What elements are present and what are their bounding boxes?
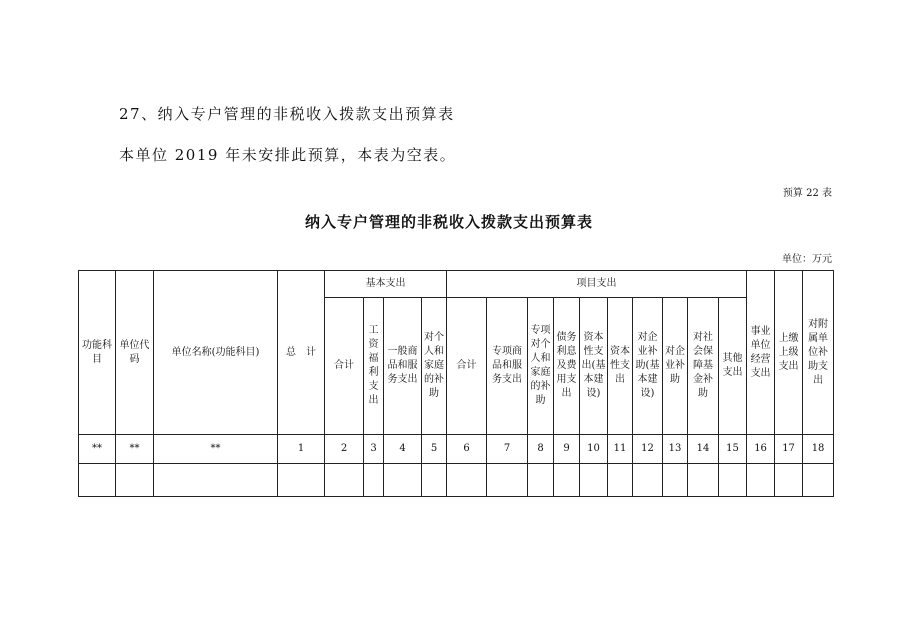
header-personal-subsidy: 对个人和家庭的补助	[422, 298, 447, 435]
header-business-expense: 事业单位经营支出	[747, 271, 775, 435]
empty-cell	[154, 464, 278, 497]
section-heading: 27、纳入专户管理的非税收入拨款支出预算表	[119, 105, 455, 123]
index-cell: 6	[447, 435, 487, 464]
index-cell: 11	[608, 435, 633, 464]
index-cell: 10	[580, 435, 608, 464]
index-cell: 4	[384, 435, 422, 464]
empty-cell	[116, 464, 154, 497]
index-cell: 14	[688, 435, 719, 464]
index-cell: 16	[747, 435, 775, 464]
header-unit-name: 单位名称(功能科目)	[154, 271, 278, 435]
header-capital-construction: 资本性支出(基本建设)	[580, 298, 608, 435]
form-number: 预算 22 表	[782, 188, 832, 199]
header-capital: 资本性支出	[608, 298, 633, 435]
header-other: 其他支出	[719, 298, 747, 435]
header-func-subject: 功能科目	[79, 271, 116, 435]
empty-cell	[364, 464, 384, 497]
empty-cell	[580, 464, 608, 497]
empty-cell	[688, 464, 719, 497]
header-basic-group: 基本支出	[325, 271, 447, 298]
empty-data-row	[79, 464, 834, 497]
index-cell: 7	[487, 435, 528, 464]
empty-table-note: 本单位 2019 年未安排此预算，本表为空表。	[119, 146, 457, 164]
index-cell: **	[116, 435, 154, 464]
header-debt-interest: 债务利息及费用支出	[554, 298, 580, 435]
index-cell: 13	[663, 435, 688, 464]
index-cell: 9	[554, 435, 580, 464]
header-enterprise-construction: 对企业补助(基本建设)	[633, 298, 663, 435]
header-special-goods: 专项商品和服务支出	[487, 298, 528, 435]
index-cell: 3	[364, 435, 384, 464]
empty-cell	[608, 464, 633, 497]
header-subsidiary-subsidy: 对附属单位补助支出	[803, 271, 834, 435]
empty-cell	[528, 464, 554, 497]
unit-label: 单位：万元	[782, 254, 832, 265]
index-cell: 8	[528, 435, 554, 464]
header-total: 总 计	[278, 271, 325, 435]
empty-cell	[422, 464, 447, 497]
header-basic-total: 合计	[325, 298, 364, 435]
index-cell: 18	[803, 435, 834, 464]
header-salary-welfare: 工资福利支出	[364, 298, 384, 435]
budget-table	[78, 270, 834, 497]
empty-cell	[719, 464, 747, 497]
header-goods-services: 一般商品和服务支出	[384, 298, 422, 435]
header-enterprise-subsidy: 对企业补助	[663, 298, 688, 435]
header-social-security: 对社会保障基金补助	[688, 298, 719, 435]
empty-cell	[803, 464, 834, 497]
header-special-personal: 专项对个人和家庭的补助	[528, 298, 554, 435]
empty-cell	[775, 464, 803, 497]
header-project-total: 合计	[447, 298, 487, 435]
header-project-group: 项目支出	[447, 271, 747, 298]
index-cell: 17	[775, 435, 803, 464]
empty-cell	[325, 464, 364, 497]
empty-cell	[447, 464, 487, 497]
index-cell: 5	[422, 435, 447, 464]
index-cell: 12	[633, 435, 663, 464]
empty-cell	[747, 464, 775, 497]
header-unit-code: 单位代码	[116, 271, 154, 435]
index-cell: **	[154, 435, 278, 464]
index-cell: 15	[719, 435, 747, 464]
empty-cell	[663, 464, 688, 497]
empty-cell	[487, 464, 528, 497]
empty-cell	[554, 464, 580, 497]
empty-cell	[79, 464, 116, 497]
index-cell: **	[79, 435, 116, 464]
empty-cell	[278, 464, 325, 497]
index-cell: 2	[325, 435, 364, 464]
index-cell: 1	[278, 435, 325, 464]
empty-cell	[633, 464, 663, 497]
table-title: 纳入专户管理的非税收入拨款支出预算表	[304, 213, 593, 231]
empty-cell	[384, 464, 422, 497]
header-remit-upper: 上缴上级支出	[775, 271, 803, 435]
